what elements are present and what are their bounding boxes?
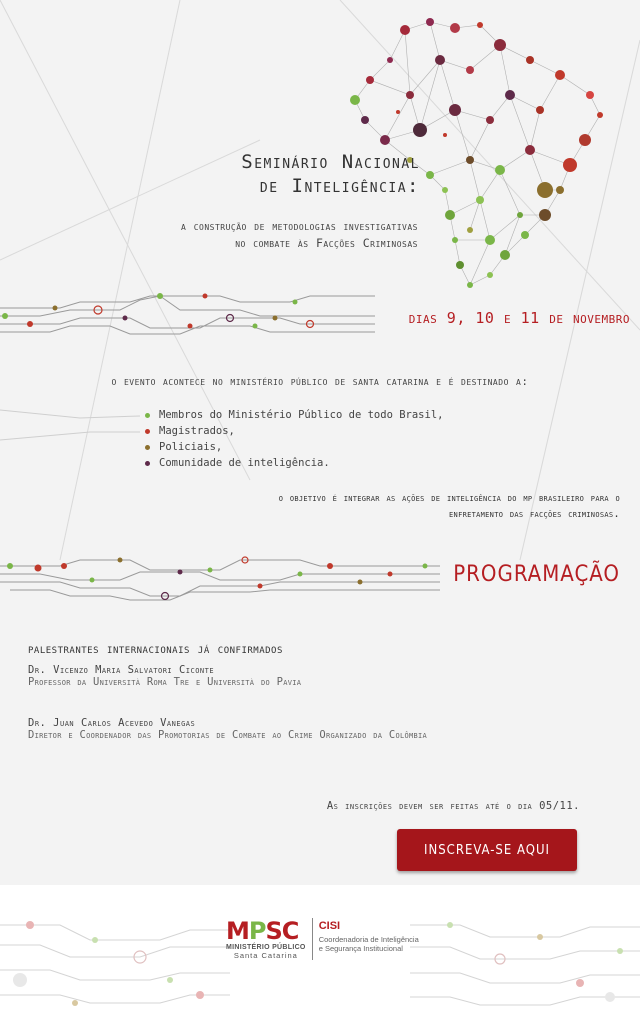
- list-item: [145, 423, 443, 439]
- list-item: [145, 455, 443, 471]
- cisi-logo: [319, 918, 419, 953]
- cisi-title: CISI: [318, 920, 341, 932]
- event-intro: o evento acontece no ministério público de santa catarina e é destinado a:: [111, 375, 529, 388]
- logo-divider: [312, 918, 313, 960]
- cisi-line-1: Coordenadoria de Inteligência: [318, 935, 419, 944]
- mpsc-logo-mark: [226, 918, 306, 960]
- logo-letter-p: P: [248, 917, 266, 945]
- speaker-name: Dr. Juan Carlos Acevedo Vanegas: [28, 717, 196, 729]
- speaker-name: Dr. Vicenzo Maria Salvatori Ciconte: [28, 664, 215, 676]
- cisi-line-2: e Segurança Institucional: [318, 944, 403, 953]
- programacao-heading: PROGRAMAÇÃO: [453, 562, 620, 587]
- speaker-role: Diretor e Coordenador das Promotorias de Combate ao Crime Organizado da Colômbia: [28, 729, 428, 741]
- list-item: [145, 407, 443, 423]
- logo-letter-m: M: [226, 917, 249, 945]
- bullet-dot-icon: [145, 429, 150, 434]
- audience-label: Membros do Ministério Público de todo Brasil,: [159, 409, 444, 421]
- audience-label: Policiais,: [159, 441, 223, 453]
- audience-list: [145, 407, 443, 471]
- audience-label: Magistrados,: [159, 425, 235, 437]
- registration-deadline: As inscrições devem ser feitas até o dia 05/11.: [326, 800, 580, 812]
- title-line-2: de Inteligência:: [259, 175, 420, 197]
- logo-line-2: Santa Catarina: [233, 951, 298, 960]
- bullet-dot-icon: [145, 461, 150, 466]
- event-dates: dias 9, 10 e 11 de novembro: [408, 309, 630, 327]
- register-button-label: INSCREVA-SE AQUI: [424, 842, 550, 858]
- speaker-entry: [28, 664, 301, 688]
- audience-label: Comunidade de inteligência.: [159, 457, 330, 469]
- subtitle-line-1: a construção de metodologias investigativas: [180, 219, 418, 233]
- objective-line-2: enfretamento das facções criminosas.: [449, 508, 620, 520]
- logo-letters-sc: SC: [265, 917, 299, 945]
- list-item: [145, 439, 443, 455]
- objective-line-1: o objetivo é integrar as ações de inteligência do mp brasileiro para o: [278, 492, 620, 504]
- circuit-decoration-top: [0, 296, 375, 334]
- bullet-dot-icon: [145, 445, 150, 450]
- page-subtitle: [20, 218, 418, 252]
- subtitle-line-2: no combate às Facções Criminosas: [235, 236, 418, 250]
- speaker-entry: [28, 717, 427, 741]
- page-title: [150, 150, 420, 198]
- logo-line-1: MINISTÉRIO PÚBLICO: [226, 944, 306, 951]
- speakers-heading: palestrantes internacionais já confirmados: [28, 641, 283, 656]
- mpsc-logo: [226, 918, 419, 960]
- register-button[interactable]: [397, 829, 577, 871]
- title-line-1: Seminário Nacional: [241, 151, 420, 173]
- event-objective: [150, 490, 620, 522]
- speaker-role: Professor da Università Roma Tre e Università do Pavia: [28, 676, 302, 688]
- bullet-dot-icon: [145, 413, 150, 418]
